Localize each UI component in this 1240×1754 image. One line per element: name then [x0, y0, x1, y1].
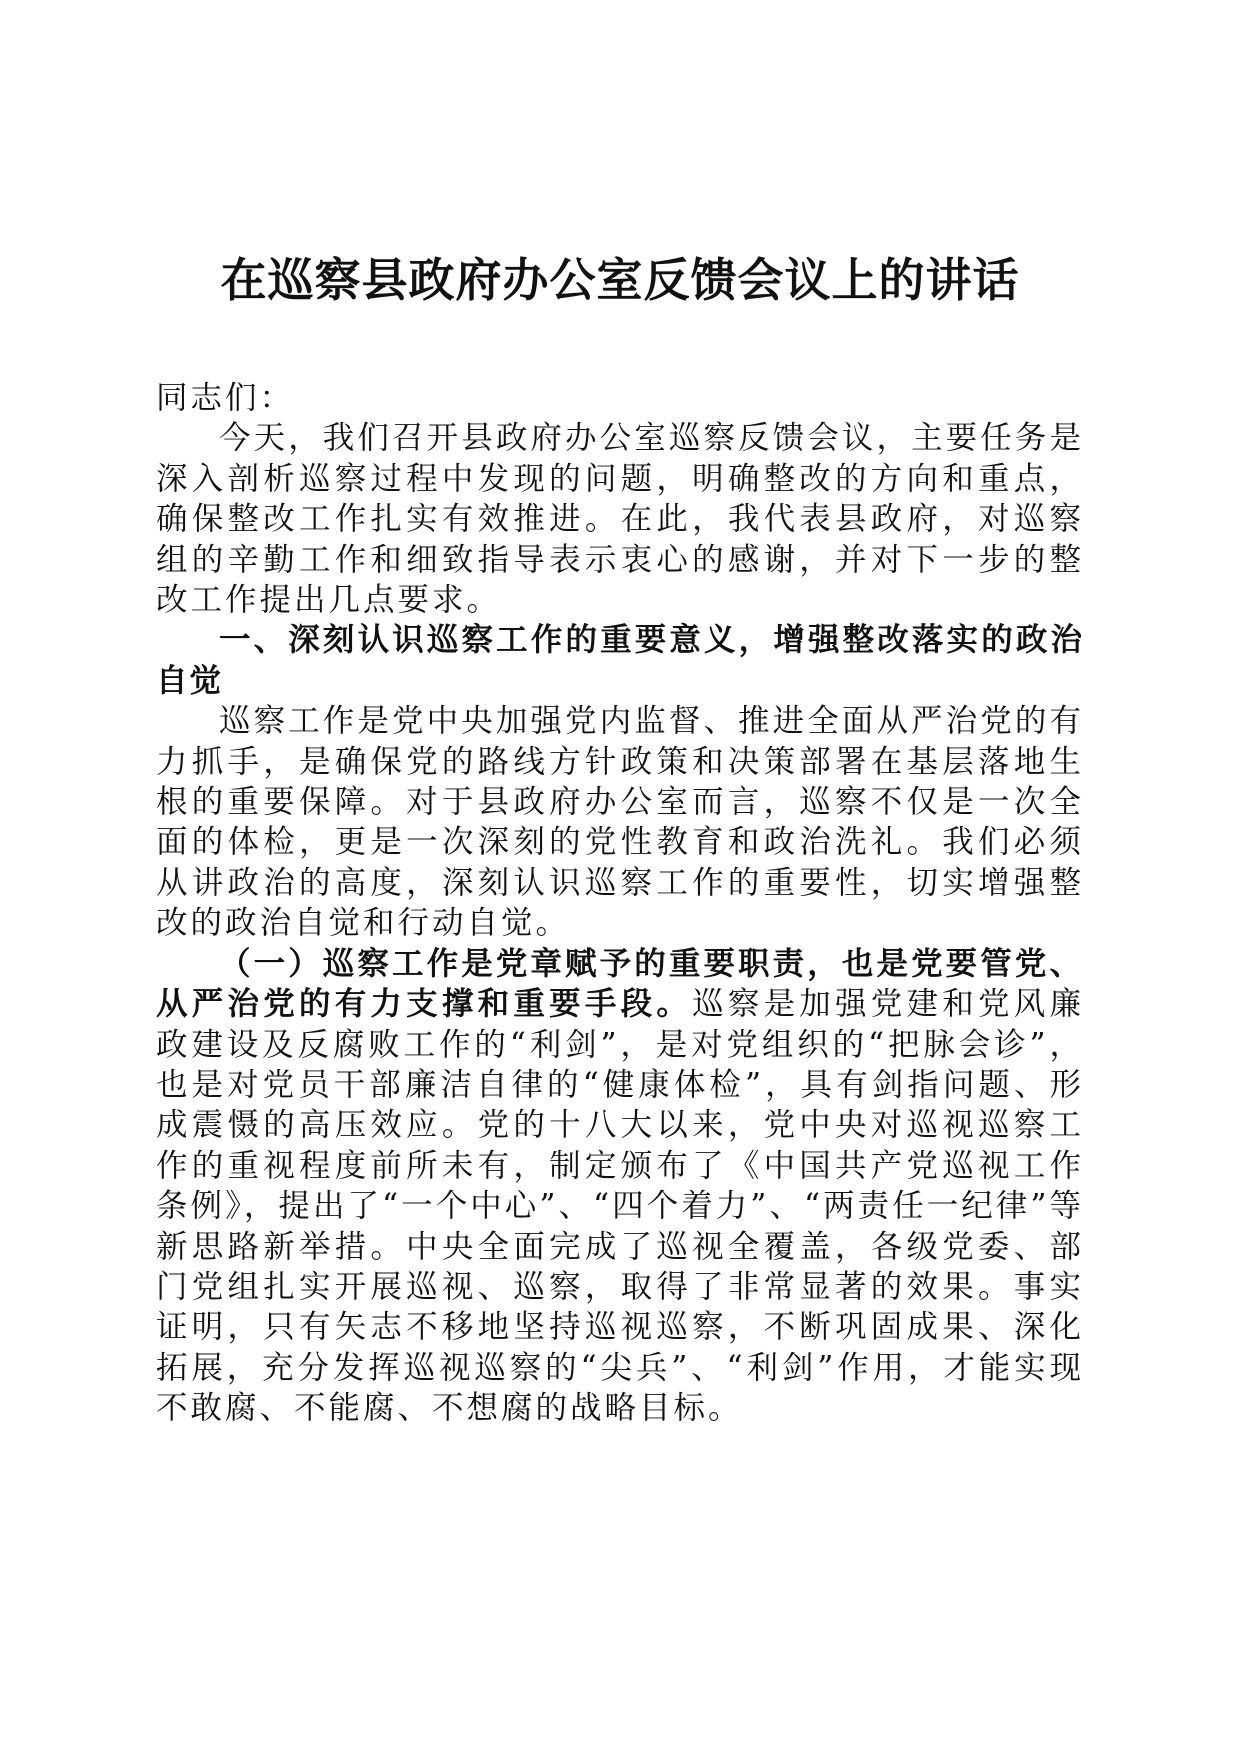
subsection-1-paragraph — [156, 944, 1084, 1429]
subsection-1-body: 巡察是加强党建和党风廉政建设及反腐败工作的“利剑”，是对党组织的“把脉会诊”，也是对党员干部廉洁自律的“健康体检”，具有剑指问题、形成震慑的高压效应。党的十八大以来，党中央对巡视巡察工作的重视程度前所未有，制定颁布了《中国共产党巡视工作条例》，提出了“一个中心”、“四个着力”、“两责任一纪律”等新思路新举措。中央全面完成了巡视全覆盖，各级党委、部门党组扎实开展巡视、巡察，取得了非常显著的效果。事实证明，只有矢志不移地坚持巡视巡察，不断巩固成果、深化拓展，充分发挥巡视巡察的“尖兵”、“利剑”作用，才能实现不敢腐、不能腐、不想腐的战略目标。 — [156, 986, 1084, 1427]
section-1-paragraph: 巡察工作是党中央加强党内监督、推进全面从严治党的有力抓手，是确保党的路线方针政策和决策部署在基层落地生根的重要保障。对于县政府办公室而言，巡察不仅是一次全面的体检，更是一次深刻的党性教育和政治洗礼。我们必须从讲政治的高度，深刻认识巡察工作的重要性，切实增强整改的政治自觉和行动自觉。 — [156, 703, 1084, 942]
document-body — [156, 378, 1084, 1429]
section-heading-1: 一、深刻认识巡察工作的重要意义，增强整改落实的政治自觉 — [156, 622, 1084, 699]
subsection-1-lead: （一）巡察工作是党章赋予的重要职责，也是党要管党、从严治党的有力支撑和重要手段。 — [156, 944, 1084, 1023]
salutation: 同志们： — [156, 380, 295, 416]
intro-paragraph: 今天，我们召开县政府办公室巡察反馈会议，主要任务是深入剖析巡察过程中发现的问题，明确整改的方向和重点，确保整改工作扎实有效推进。在此，我代表县政府，对巡察组的辛勤工作和细致指导表示衷心的感谢，并对下一步的整改工作提出几点要求。 — [156, 420, 1084, 619]
document-title: 在巡察县政府办公室反馈会议上的讲话 — [220, 253, 1020, 307]
